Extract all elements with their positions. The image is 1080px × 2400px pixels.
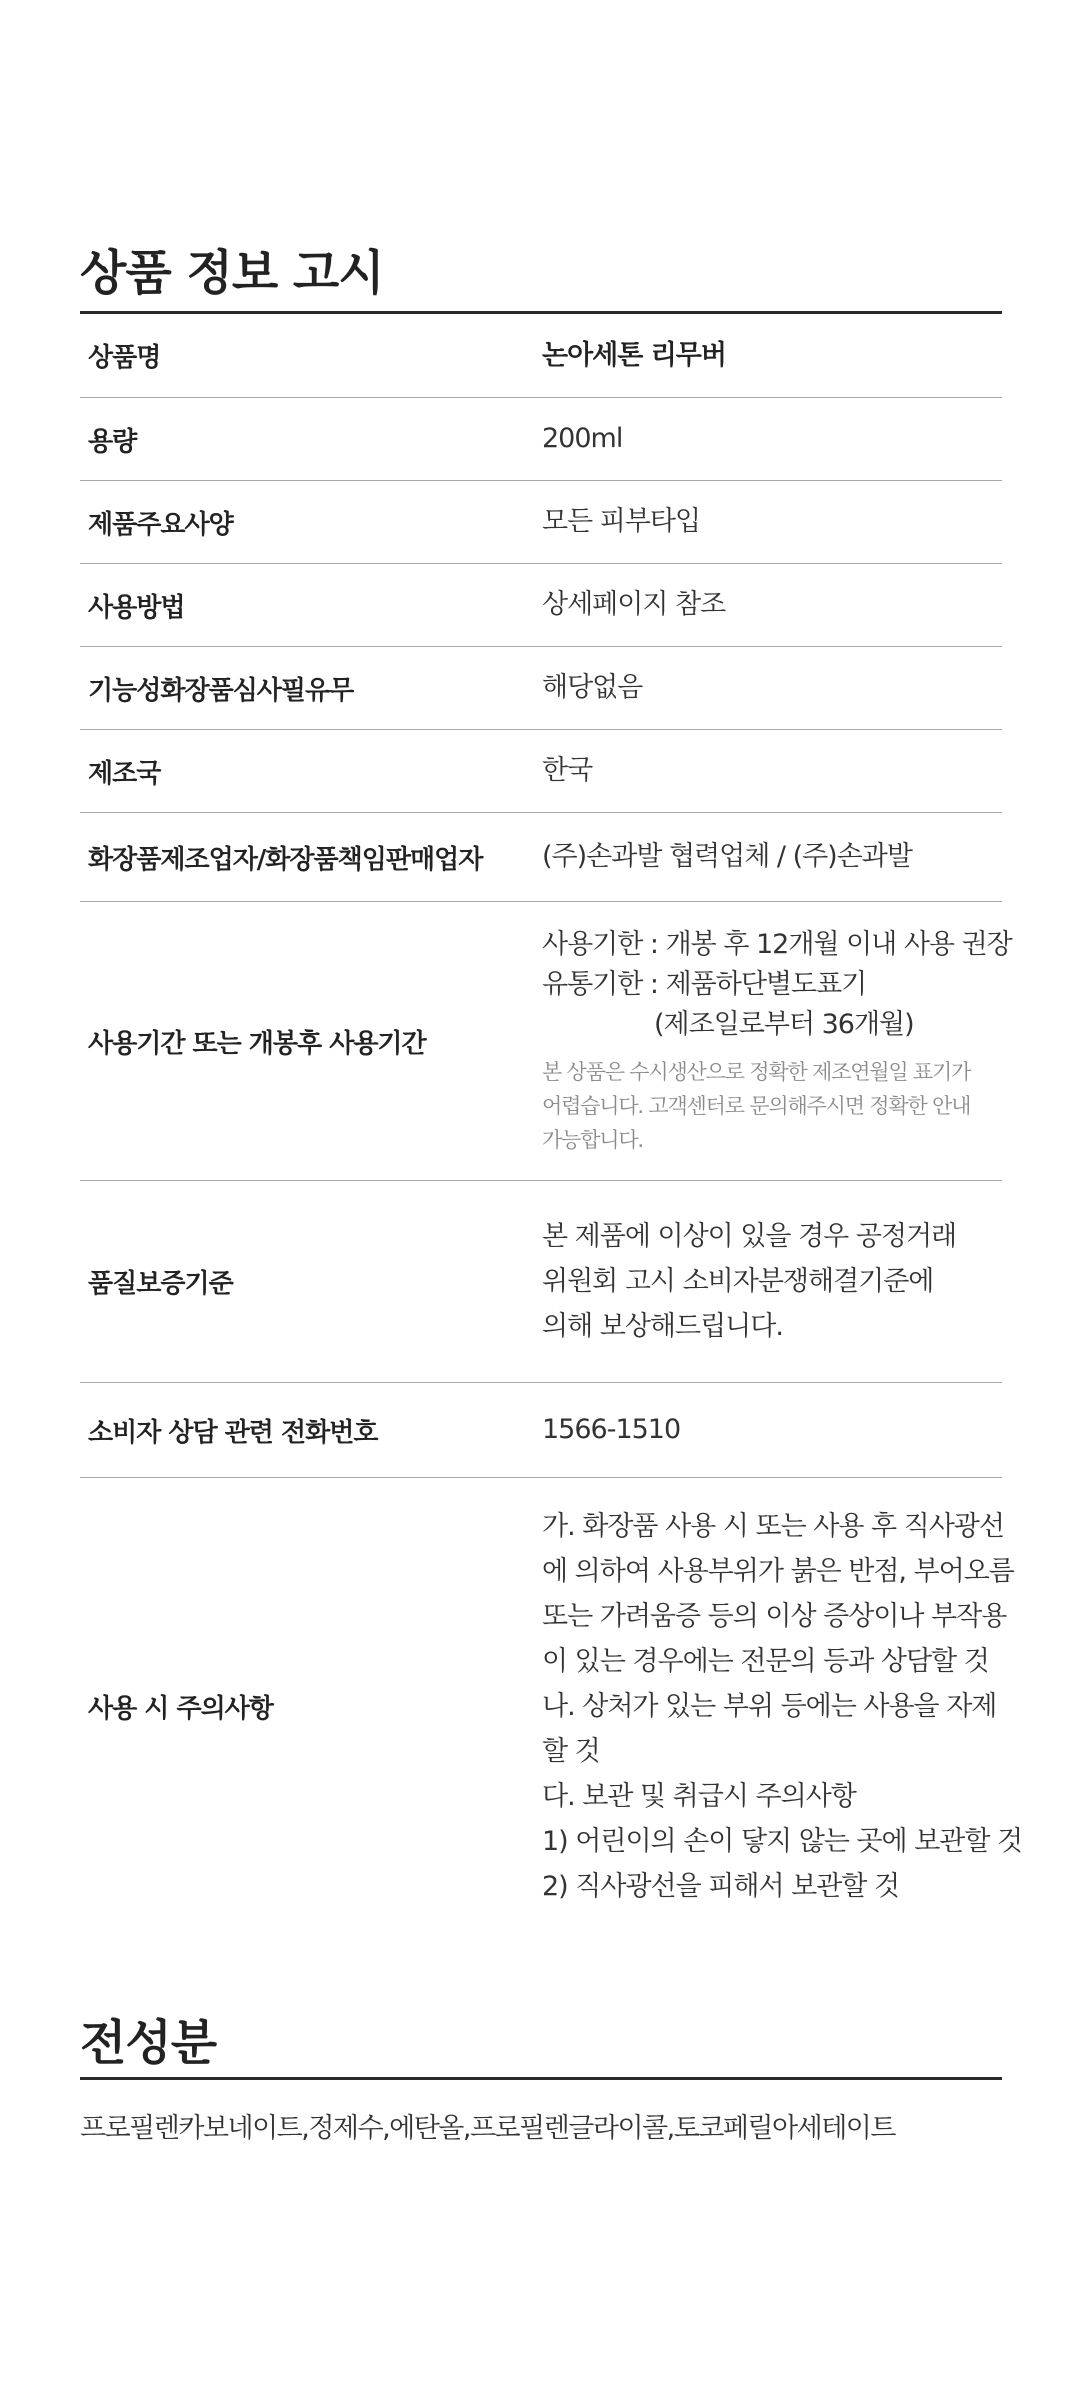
row-value [542, 314, 1002, 397]
info-row-volume [80, 398, 1002, 481]
ingredients-text: 프로필렌카보네이트,정제수,에탄올,프로필렌글라이콜,토코페릴아세테이트 [80, 2113, 895, 2144]
row-value-line: 가. 화장품 사용 시 또는 사용 후 직사광선 [542, 1511, 1004, 1542]
row-value-line: 모든 피부타입 [542, 506, 701, 537]
row-label: 소비자 상담 관련 전화번호 [88, 1417, 378, 1448]
row-value-line: (제조일로부터 36개월) [654, 1009, 914, 1040]
row-value-line: 이 있는 경우에는 전문의 등과 상담할 것 [542, 1646, 989, 1677]
row-value-line: 본 제품에 이상이 있을 경우 공정거래 [542, 1221, 957, 1252]
row-value-line: 한국 [542, 755, 593, 786]
row-label: 화장품제조업자/화장품책임판매업자 [88, 844, 483, 875]
row-value [542, 1181, 1002, 1382]
row-value-line: 사용기한 : 개봉 후 12개월 이내 사용 권장 [542, 929, 1012, 960]
row-value-line: 의해 보상해드립니다. [542, 1311, 783, 1342]
row-label: 사용 시 주의사항 [88, 1694, 273, 1724]
row-value-line: 다. 보관 및 취급시 주의사항 [542, 1781, 856, 1812]
row-value-line: 에 의하여 사용부위가 붉은 반점, 부어오름 [542, 1556, 1014, 1587]
row-label: 사용기간 또는 개봉후 사용기간 [88, 1028, 426, 1059]
info-row-precautions [80, 1478, 1023, 1935]
phone-number[interactable]: 1566-1510 [542, 1414, 681, 1445]
ingredients-title: 전성분 [80, 2015, 217, 2071]
row-value [542, 398, 1002, 480]
row-label: 상품명 [88, 343, 161, 373]
row-value-line: 해당없음 [542, 672, 643, 703]
info-row-functional-review [80, 647, 1002, 730]
row-value [542, 813, 1002, 901]
row-value-line: 상세페이지 참조 [542, 589, 726, 620]
row-label: 제품주요사양 [88, 509, 233, 540]
row-value [542, 564, 1002, 646]
ingredients-title-rule [80, 2077, 1002, 2080]
info-row-product-name [80, 314, 1002, 398]
row-value-note: 어렵습니다. 고객센터로 문의해주시면 정확한 안내 [542, 1094, 971, 1118]
row-label: 품질보증기준 [88, 1269, 233, 1299]
row-value [542, 1478, 1023, 1935]
notice-title: 상품 정보 고시 [80, 245, 384, 301]
info-row-manufacturer [80, 813, 1002, 902]
row-value-line: 나. 상처가 있는 부위 등에는 사용을 자제 [542, 1691, 997, 1722]
info-row-main-spec [80, 481, 1002, 564]
row-value [542, 481, 1002, 563]
row-value-line: 유통기한 : 제품하단별도표기 [542, 969, 867, 1000]
info-row-expiry [80, 902, 1012, 1181]
row-label: 용량 [88, 426, 137, 457]
row-value-note: 본 상품은 수시생산으로 정확한 제조연월일 표기가 [542, 1060, 971, 1084]
info-row-phone [80, 1383, 1002, 1478]
row-value [542, 730, 1002, 812]
info-row-usage [80, 564, 1002, 647]
row-value-line: 2) 직사광선을 피해서 보관할 것 [542, 1871, 900, 1902]
info-row-quality-standard [80, 1181, 1002, 1383]
row-value-line: 논아세톤 리무버 [542, 339, 726, 371]
row-value-line: 또는 가려움증 등의 이상 증상이나 부작용 [542, 1601, 1007, 1632]
info-row-country [80, 730, 1002, 813]
row-value [542, 902, 1012, 1180]
row-value-line: 1) 어린이의 손이 닿지 않는 곳에 보관할 것 [542, 1826, 1023, 1857]
row-value [542, 647, 1002, 729]
row-value-line: (주)손과발 협력업체 / (주)손과발 [542, 841, 912, 872]
row-label: 제조국 [88, 758, 161, 789]
row-value-line: 할 것 [542, 1736, 600, 1767]
row-label: 사용방법 [88, 592, 185, 623]
row-value[interactable] [542, 1383, 1002, 1477]
row-value-line: 위원회 고시 소비자분쟁해결기준에 [542, 1266, 934, 1297]
row-value-line: 200ml [542, 423, 623, 454]
row-label: 기능성화장품심사필유무 [88, 675, 354, 706]
row-value-note: 가능합니다. [542, 1128, 643, 1152]
